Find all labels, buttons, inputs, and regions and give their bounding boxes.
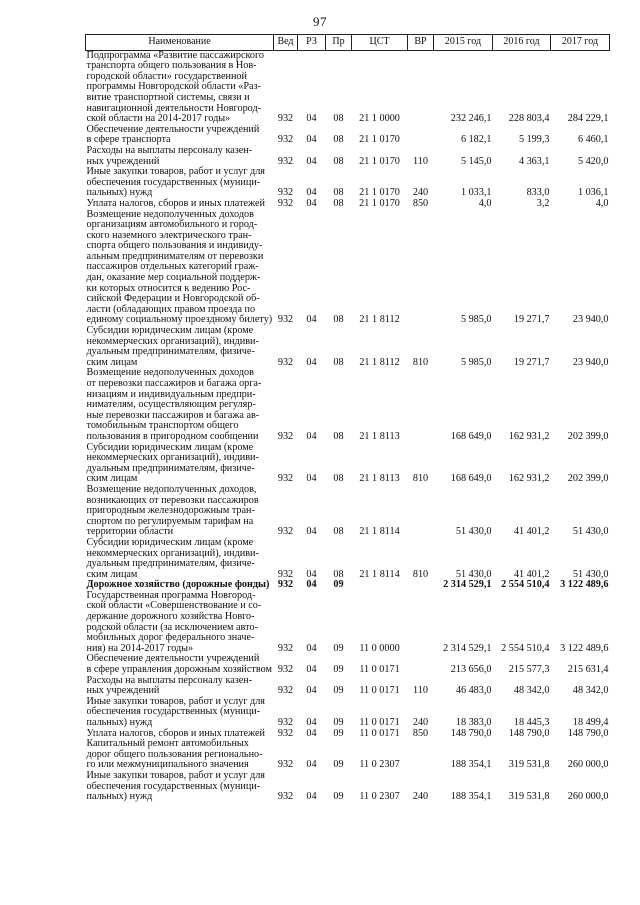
row-amount-2016: 5 199,3 [518,134,550,146]
row-amount-2016: 2 554 510,4 [501,642,550,654]
row-amount-2016: 18 445,3 [513,717,550,728]
row-pr: 09 [333,685,344,697]
column-header-cst: ЦСТ [352,35,408,51]
row-name: Подпрограмма «Развитие пассажирского транспорта общего пользования в Нов- городской области» государственной программы Новгородской области «Раз- витие транспортной системы, связи и навигационной деятельности Новгород- ской области на 2014-2017 годы» [86,49,265,125]
row-amount-2017: 5 420,0 [577,155,609,167]
row-rz: 04 [306,568,317,580]
row-rz: 04 [306,727,317,739]
row-amount-2017: 260 000,0 [567,791,609,803]
row-amount-2017: 284 229,1 [567,113,609,125]
row-amount-2016: 19 271,7 [513,356,550,368]
page-number: 97 [313,14,327,29]
row-amount-2016: 833,0 [526,187,550,199]
row-rz: 04 [306,134,317,146]
row-name: Субсидии юридическим лицам (кроме некоммерческих организаций), индиви- дуальным предпринимателям, физиче- ским лицам [86,325,259,368]
row-ved: 932 [277,717,294,728]
row-name: Расходы на выплаты персоналу казен- ных учреждений [86,144,253,167]
column-header-2015: 2015 год [434,35,493,51]
row-vr: 850 [412,197,429,209]
row-amount-2015: 188 354,1 [450,759,492,771]
table-row [86,210,610,327]
row-ved: 932 [277,187,294,199]
row-amount-2015: 5 145,0 [460,155,492,167]
row-vr: 240 [412,717,429,728]
row-ved: 932 [277,568,294,580]
row-ved: 932 [277,664,294,676]
row-amount-2015: 5 985,0 [460,356,492,368]
row-vr [408,210,434,327]
row-rz: 04 [306,197,317,209]
table-row [86,125,610,146]
row-pr: 08 [333,568,344,580]
row-amount-2015: 51 430,0 [455,568,492,580]
row-amount-2017: 18 499,4 [572,717,609,728]
row-vr [408,125,434,146]
row-vr [408,368,434,442]
row-amount-2017: 148 790,0 [567,727,609,739]
row-name: Капитальный ремонт автомобильных дорог общего пользования регионально- го или межмуниципального значения [86,738,263,771]
table-row [86,326,610,368]
row-pr: 08 [333,356,344,368]
row-name: Иные закупки товаров, работ и услуг для обеспечения государственных (муници- пальных) нужд [86,769,265,803]
row-amount-2015: 1 033,1 [460,187,492,199]
table-row [86,739,610,771]
row-cst: 21 1 0170 [359,187,400,199]
row-ved: 932 [277,642,294,654]
row-amount-2015: 6 182,1 [460,134,492,146]
row-amount-2016: 215 577,3 [508,664,550,676]
table-row [86,591,610,655]
row-rz: 04 [306,155,317,167]
row-cst: 11 0 0171 [359,664,400,676]
row-amount-2016: 19 271,7 [513,314,550,326]
row-pr: 08 [333,430,344,442]
row-ved: 932 [277,314,294,326]
row-amount-2017: 51 430,0 [572,568,609,580]
row-ved: 932 [277,113,294,125]
row-name: Возмещение недополученных доходов, возникающих от перевозки пассажиров пригородным железнодорожным тран- спортом по регулируемым тарифам на территории области [86,483,259,538]
row-amount-2015: 168 649,0 [450,430,492,442]
row-name: Возмещение недополученных доходов организациям автомобильного и город- ского наземного электрического тран- спорта общего пользования и индивиду- альным предпринимателям от перевозки пассажиров отдельных категорий граж- дан, оказание мер социальной поддерж- ки которых относится к ведению Рос- сийской Федерации и Новгородской об- ласти (обладающих правом проезда по единому социальному проездному билету) [86,208,273,326]
row-cst: 11 0 2307 [359,791,400,803]
row-cst: 21 1 8113 [359,473,400,485]
row-rz: 04 [306,430,317,442]
table-header-row [86,35,610,51]
row-name: Расходы на выплаты персоналу казен- ных учреждений [86,674,253,697]
row-ved: 932 [277,759,294,771]
row-amount-2015: 4,0 [478,197,492,209]
row-vr: 850 [412,727,429,739]
row-cst: 11 0 2307 [359,759,400,771]
row-rz: 04 [306,314,317,326]
row-ved: 932 [277,197,294,209]
row-rz: 04 [306,717,317,728]
table-row [86,697,610,729]
row-amount-2015: 232 246,1 [450,113,492,125]
row-amount-2017: 202 399,0 [567,473,609,485]
row-amount-2016: 319 531,8 [508,791,550,803]
row-amount-2015: 5 985,0 [460,314,492,326]
row-cst: 21 1 0170 [359,197,400,209]
row-pr: 08 [333,113,344,125]
row-amount-2015: 2 314 529,1 [443,579,492,591]
row-name: Иные закупки товаров, работ и услуг для обеспечения государственных (муници- пальных) нужд [86,695,265,728]
row-cst: 11 0 0171 [359,685,400,697]
row-vr [408,50,434,125]
table-row [86,538,610,580]
row-pr: 09 [333,727,344,739]
row-amount-2017: 3 122 489,6 [560,642,609,654]
row-amount-2016: 2 554 510,4 [501,579,550,591]
row-amount-2015: 46 483,0 [455,685,492,697]
table-row [86,676,610,697]
table-row [86,146,610,167]
row-pr: 08 [333,155,344,167]
row-amount-2017: 4,0 [595,197,609,209]
row-vr [408,485,434,538]
row-ved: 932 [277,526,294,538]
row-vr: 810 [412,356,429,368]
row-amount-2015: 51 430,0 [455,526,492,538]
row-cst: 21 1 0170 [359,134,400,146]
row-ved: 932 [277,791,294,803]
row-rz: 04 [306,759,317,771]
row-ved: 932 [277,430,294,442]
row-amount-2016: 148 790,0 [508,727,550,739]
row-cst: 21 1 8112 [359,314,400,326]
table-row [86,167,610,199]
row-amount-2016: 41 401,2 [513,568,550,580]
row-vr: 110 [413,685,428,697]
row-pr: 09 [333,642,344,654]
row-ved: 932 [277,685,294,697]
row-ved: 932 [277,473,294,485]
row-pr: 09 [333,717,344,728]
row-cst: 11 0 0000 [359,642,400,654]
column-header-rz: РЗ [298,35,326,51]
row-name: Субсидии юридическим лицам (кроме некоммерческих организаций), индиви- дуальным предпринимателям, физиче- ским лицам [86,441,259,485]
row-vr [408,580,434,591]
row-rz: 04 [306,664,317,676]
row-vr [408,654,434,675]
row-amount-2015: 188 354,1 [450,791,492,803]
row-rz: 04 [306,526,317,538]
row-amount-2017: 215 631,4 [567,664,609,676]
column-header-name: Наименование [86,35,274,51]
row-amount-2017: 23 940,0 [572,356,609,368]
row-name: Обеспечение деятельности учреждений в сфере транспорта [86,123,260,146]
row-name: Государственная программа Новгород- ской области «Совершенствование и со- держание дорожного хозяйства Новго- родской области (за исключением авто- мобильных дорог федерального значе- ния) на 2014-2017 годы» [86,589,262,654]
row-pr: 08 [333,473,344,485]
row-name: Уплата налогов, сборов и иных платежей [86,197,265,209]
column-header-2016: 2016 год [493,35,551,51]
budget-table [85,34,610,803]
row-name: Уплата налогов, сборов и иных платежей [86,727,265,739]
row-amount-2016: 4 363,1 [518,155,550,167]
row-pr: 09 [333,791,344,803]
row-pr: 09 [333,664,344,676]
row-name: Дорожное хозяйство (дорожные фонды) [86,579,270,591]
row-rz: 04 [306,473,317,485]
table-row [86,485,610,538]
row-amount-2016: 41 401,2 [513,526,550,538]
row-cst: 21 1 0170 [359,155,400,167]
row-rz: 04 [306,791,317,803]
row-name: Иные закупки товаров, работ и услуг для обеспечения государственных (муници- пальных) нужд [86,166,265,199]
row-amount-2016: 162 931,2 [508,473,550,485]
row-pr: 08 [333,197,344,209]
row-ved: 932 [277,356,294,368]
row-name: Возмещение недополученных доходов от перевозки пассажиров и багажа орга- низациям и индивидуальным предпри- нимателям, осуществляющим регуляр- ные перевозки пассажиров и багажа ав- томобильным транспортом общего пользования в пригородном сообщении [86,367,262,442]
row-pr: 08 [333,314,344,326]
column-header-ved: Вед [274,35,298,51]
row-ved: 932 [277,155,294,167]
row-amount-2016: 48 342,0 [513,685,550,697]
row-amount-2015: 2 314 529,1 [443,642,492,654]
row-name: Обеспечение деятельности учреждений в сфере управления дорожным хозяйством [86,653,272,676]
table-row [86,50,610,125]
column-header-pr: Пр [326,35,352,51]
row-amount-2017: 202 399,0 [567,430,609,442]
table-body [86,50,610,803]
row-amount-2016: 3,2 [536,197,550,209]
table-row [86,771,610,803]
row-vr [408,591,434,655]
row-amount-2015: 18 383,0 [455,717,492,728]
row-ved: 932 [277,579,294,591]
row-pr: 09 [333,579,344,591]
row-ved: 932 [277,727,294,739]
row-vr: 810 [412,473,429,485]
row-amount-2015: 213 656,0 [450,664,492,676]
row-amount-2015: 148 790,0 [450,727,492,739]
row-amount-2016: 319 531,8 [508,759,550,771]
row-vr: 240 [412,791,429,803]
row-amount-2017: 48 342,0 [572,685,609,697]
row-amount-2016: 162 931,2 [508,430,550,442]
row-cst: 21 1 0000 [359,113,400,125]
table-row [86,368,610,442]
row-amount-2017: 1 036,1 [577,187,609,199]
row-pr: 08 [333,187,344,199]
row-amount-2017: 23 940,0 [572,314,609,326]
row-cst: 11 0 0171 [359,717,400,728]
table-row [86,199,610,210]
table-row [86,443,610,485]
row-rz: 04 [306,356,317,368]
row-cst [352,580,408,591]
column-header-vr: ВР [408,35,434,51]
row-rz: 04 [306,187,317,199]
row-cst: 21 1 8114 [359,568,400,580]
row-amount-2016: 228 803,4 [508,113,550,125]
row-vr: 240 [412,187,429,199]
row-vr: 110 [413,155,428,167]
row-cst: 21 1 8114 [359,526,400,538]
row-pr: 09 [333,759,344,771]
row-rz: 04 [306,113,317,125]
row-amount-2017: 260 000,0 [567,759,609,771]
row-amount-2017: 6 460,1 [577,134,609,146]
row-amount-2017: 51 430,0 [572,526,609,538]
row-pr: 08 [333,526,344,538]
table-row [86,654,610,675]
row-amount-2017: 3 122 489,6 [560,579,609,591]
row-cst: 11 0 0171 [359,727,400,739]
row-amount-2015: 168 649,0 [450,473,492,485]
row-rz: 04 [306,642,317,654]
row-pr: 08 [333,134,344,146]
row-rz: 04 [306,579,317,591]
row-rz: 04 [306,685,317,697]
row-cst: 21 1 8112 [359,356,400,368]
row-ved: 932 [277,134,294,146]
row-name: Субсидии юридическим лицам (кроме некоммерческих организаций), индиви- дуальным предпринимателям, физиче- ским лицам [86,536,259,580]
row-cst: 21 1 8113 [359,430,400,442]
column-header-2017: 2017 год [551,35,610,51]
row-vr [408,739,434,771]
row-vr: 810 [412,568,429,580]
